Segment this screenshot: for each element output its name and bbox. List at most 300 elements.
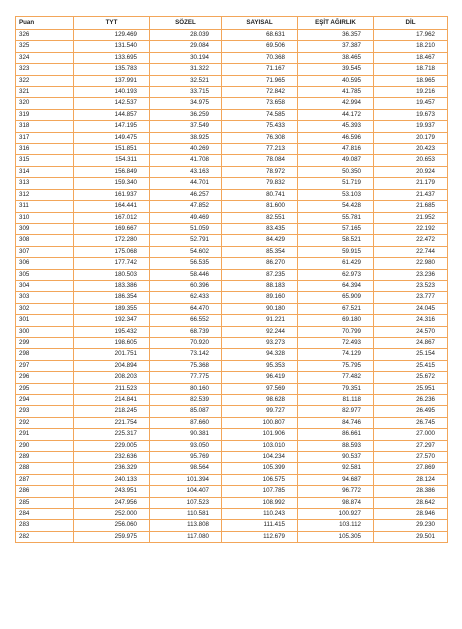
- cell-sayisal: 104.234: [222, 452, 298, 463]
- cell-sozel: 33.715: [150, 87, 222, 98]
- cell-tyt: 164.441: [74, 201, 150, 212]
- table-row: [16, 258, 448, 269]
- cell-puan: 321: [16, 87, 74, 98]
- cell-puan: 282: [16, 531, 74, 542]
- cell-tyt: 161.937: [74, 189, 150, 200]
- table-row: [16, 223, 448, 234]
- cell-esit-agirlik: 37.387: [298, 41, 374, 52]
- cell-sozel: 44.701: [150, 178, 222, 189]
- cell-dil: 18.210: [374, 41, 448, 52]
- cell-esit-agirlik: 90.537: [298, 452, 374, 463]
- cell-sayisal: 73.658: [222, 98, 298, 109]
- score-rank-table-container: [15, 16, 447, 543]
- table-row: [16, 520, 448, 531]
- cell-sozel: 93.050: [150, 440, 222, 451]
- cell-tyt: 156.849: [74, 166, 150, 177]
- cell-sayisal: 106.575: [222, 474, 298, 485]
- cell-tyt: 159.340: [74, 178, 150, 189]
- cell-sozel: 28.039: [150, 30, 222, 41]
- cell-sayisal: 78.084: [222, 155, 298, 166]
- cell-puan: 287: [16, 474, 74, 485]
- cell-sayisal: 72.842: [222, 87, 298, 98]
- cell-puan: 322: [16, 75, 74, 86]
- cell-sozel: 87.660: [150, 417, 222, 428]
- cell-esit-agirlik: 92.581: [298, 463, 374, 474]
- table-row: [16, 189, 448, 200]
- cell-puan: 325: [16, 41, 74, 52]
- cell-sozel: 31.322: [150, 64, 222, 75]
- cell-tyt: 195.432: [74, 326, 150, 337]
- cell-sayisal: 99.727: [222, 406, 298, 417]
- cell-puan: 288: [16, 463, 74, 474]
- cell-puan: 308: [16, 235, 74, 246]
- table-row: [16, 360, 448, 371]
- cell-sayisal: 100.807: [222, 417, 298, 428]
- cell-sayisal: 92.244: [222, 326, 298, 337]
- cell-dil: 28.642: [374, 497, 448, 508]
- cell-sozel: 54.602: [150, 246, 222, 257]
- cell-tyt: 154.311: [74, 155, 150, 166]
- cell-tyt: 172.280: [74, 235, 150, 246]
- cell-sayisal: 80.741: [222, 189, 298, 200]
- cell-puan: 293: [16, 406, 74, 417]
- table-row: [16, 440, 448, 451]
- cell-tyt: 129.469: [74, 30, 150, 41]
- cell-puan: 283: [16, 520, 74, 531]
- cell-dil: 18.965: [374, 75, 448, 86]
- cell-esit-agirlik: 74.129: [298, 349, 374, 360]
- cell-esit-agirlik: 103.112: [298, 520, 374, 531]
- cell-sayisal: 82.551: [222, 212, 298, 223]
- cell-sozel: 101.394: [150, 474, 222, 485]
- cell-tyt: 198.605: [74, 337, 150, 348]
- cell-sayisal: 95.353: [222, 360, 298, 371]
- cell-tyt: 169.667: [74, 223, 150, 234]
- table-row: [16, 509, 448, 520]
- cell-puan: 292: [16, 417, 74, 428]
- cell-sozel: 107.523: [150, 497, 222, 508]
- cell-sayisal: 98.628: [222, 395, 298, 406]
- cell-tyt: 183.386: [74, 280, 150, 291]
- cell-tyt: 147.195: [74, 121, 150, 132]
- cell-esit-agirlik: 64.394: [298, 280, 374, 291]
- table-row: [16, 474, 448, 485]
- cell-sayisal: 71.167: [222, 64, 298, 75]
- table-row: [16, 486, 448, 497]
- cell-sozel: 113.808: [150, 520, 222, 531]
- cell-dil: 21.179: [374, 178, 448, 189]
- cell-tyt: 243.951: [74, 486, 150, 497]
- cell-sayisal: 85.354: [222, 246, 298, 257]
- cell-tyt: 221.754: [74, 417, 150, 428]
- cell-dil: 17.962: [374, 30, 448, 41]
- table-row: [16, 166, 448, 177]
- cell-esit-agirlik: 40.595: [298, 75, 374, 86]
- cell-dil: 25.672: [374, 372, 448, 383]
- cell-sayisal: 68.631: [222, 30, 298, 41]
- cell-esit-agirlik: 65.909: [298, 292, 374, 303]
- cell-sayisal: 69.506: [222, 41, 298, 52]
- cell-puan: 286: [16, 486, 74, 497]
- cell-puan: 290: [16, 440, 74, 451]
- cell-dil: 28.124: [374, 474, 448, 485]
- cell-esit-agirlik: 84.746: [298, 417, 374, 428]
- cell-puan: 315: [16, 155, 74, 166]
- table-row: [16, 395, 448, 406]
- cell-puan: 320: [16, 98, 74, 109]
- cell-esit-agirlik: 72.493: [298, 337, 374, 348]
- cell-dil: 24.045: [374, 303, 448, 314]
- cell-sozel: 90.381: [150, 429, 222, 440]
- header-row: [16, 17, 448, 30]
- cell-puan: 310: [16, 212, 74, 223]
- cell-dil: 20.653: [374, 155, 448, 166]
- cell-tyt: 208.203: [74, 372, 150, 383]
- cell-esit-agirlik: 38.465: [298, 52, 374, 63]
- cell-esit-agirlik: 54.428: [298, 201, 374, 212]
- cell-tyt: 133.695: [74, 52, 150, 63]
- header-tyt: TYT: [74, 17, 150, 30]
- cell-sozel: 80.160: [150, 383, 222, 394]
- cell-sozel: 52.791: [150, 235, 222, 246]
- cell-puan: 307: [16, 246, 74, 257]
- cell-tyt: 149.475: [74, 132, 150, 143]
- cell-puan: 302: [16, 303, 74, 314]
- cell-esit-agirlik: 62.973: [298, 269, 374, 280]
- table-row: [16, 144, 448, 155]
- cell-sayisal: 88.183: [222, 280, 298, 291]
- cell-esit-agirlik: 45.393: [298, 121, 374, 132]
- cell-tyt: 144.857: [74, 109, 150, 120]
- cell-dil: 22.744: [374, 246, 448, 257]
- cell-sozel: 58.446: [150, 269, 222, 280]
- cell-sozel: 38.925: [150, 132, 222, 143]
- cell-tyt: 175.068: [74, 246, 150, 257]
- cell-puan: 297: [16, 360, 74, 371]
- cell-sayisal: 71.965: [222, 75, 298, 86]
- table-row: [16, 87, 448, 98]
- table-row: [16, 303, 448, 314]
- cell-sayisal: 87.235: [222, 269, 298, 280]
- cell-dil: 26.236: [374, 395, 448, 406]
- cell-tyt: 259.975: [74, 531, 150, 542]
- cell-tyt: 236.329: [74, 463, 150, 474]
- table-row: [16, 98, 448, 109]
- header-esit-agirlik: EŞİT AĞIRLIK: [298, 17, 374, 30]
- table-row: [16, 246, 448, 257]
- cell-puan: 318: [16, 121, 74, 132]
- table-row: [16, 155, 448, 166]
- table-row: [16, 417, 448, 428]
- cell-dil: 25.154: [374, 349, 448, 360]
- cell-sozel: 29.084: [150, 41, 222, 52]
- cell-tyt: 142.537: [74, 98, 150, 109]
- cell-tyt: 151.851: [74, 144, 150, 155]
- cell-sayisal: 86.270: [222, 258, 298, 269]
- cell-esit-agirlik: 39.545: [298, 64, 374, 75]
- cell-sozel: 68.739: [150, 326, 222, 337]
- cell-sozel: 70.920: [150, 337, 222, 348]
- table-row: [16, 121, 448, 132]
- table-row: [16, 75, 448, 86]
- cell-puan: 326: [16, 30, 74, 41]
- cell-dil: 28.946: [374, 509, 448, 520]
- cell-esit-agirlik: 44.172: [298, 109, 374, 120]
- cell-puan: 324: [16, 52, 74, 63]
- cell-puan: 284: [16, 509, 74, 520]
- cell-sozel: 56.535: [150, 258, 222, 269]
- cell-dil: 18.467: [374, 52, 448, 63]
- cell-dil: 19.673: [374, 109, 448, 120]
- cell-tyt: 211.523: [74, 383, 150, 394]
- cell-esit-agirlik: 49.087: [298, 155, 374, 166]
- header-sozel: SÖZEL: [150, 17, 222, 30]
- cell-dil: 20.924: [374, 166, 448, 177]
- table-row: [16, 429, 448, 440]
- cell-tyt: 201.751: [74, 349, 150, 360]
- table-row: [16, 201, 448, 212]
- cell-esit-agirlik: 100.927: [298, 509, 374, 520]
- cell-esit-agirlik: 79.351: [298, 383, 374, 394]
- cell-tyt: 140.193: [74, 87, 150, 98]
- cell-sayisal: 111.415: [222, 520, 298, 531]
- table-row: [16, 212, 448, 223]
- cell-puan: 295: [16, 383, 74, 394]
- table-body: [16, 30, 448, 543]
- cell-esit-agirlik: 36.357: [298, 30, 374, 41]
- cell-sayisal: 107.785: [222, 486, 298, 497]
- cell-tyt: 225.317: [74, 429, 150, 440]
- cell-dil: 19.937: [374, 121, 448, 132]
- cell-sayisal: 74.585: [222, 109, 298, 120]
- table-row: [16, 41, 448, 52]
- table-row: [16, 269, 448, 280]
- cell-esit-agirlik: 96.772: [298, 486, 374, 497]
- cell-sayisal: 91.221: [222, 315, 298, 326]
- cell-dil: 19.457: [374, 98, 448, 109]
- table-header: [16, 17, 448, 30]
- cell-dil: 20.179: [374, 132, 448, 143]
- table-row: [16, 463, 448, 474]
- table-row: [16, 383, 448, 394]
- cell-sozel: 117.080: [150, 531, 222, 542]
- cell-sayisal: 112.679: [222, 531, 298, 542]
- cell-sayisal: 75.433: [222, 121, 298, 132]
- cell-dil: 25.415: [374, 360, 448, 371]
- cell-sozel: 85.087: [150, 406, 222, 417]
- table-row: [16, 531, 448, 542]
- table-row: [16, 52, 448, 63]
- cell-puan: 305: [16, 269, 74, 280]
- cell-esit-agirlik: 98.874: [298, 497, 374, 508]
- cell-esit-agirlik: 41.785: [298, 87, 374, 98]
- cell-esit-agirlik: 75.795: [298, 360, 374, 371]
- table-row: [16, 280, 448, 291]
- cell-sayisal: 96.419: [222, 372, 298, 383]
- cell-dil: 28.386: [374, 486, 448, 497]
- cell-esit-agirlik: 77.482: [298, 372, 374, 383]
- table-row: [16, 235, 448, 246]
- cell-sayisal: 83.435: [222, 223, 298, 234]
- cell-sozel: 37.549: [150, 121, 222, 132]
- cell-esit-agirlik: 42.994: [298, 98, 374, 109]
- cell-sayisal: 97.569: [222, 383, 298, 394]
- cell-dil: 25.951: [374, 383, 448, 394]
- cell-esit-agirlik: 59.915: [298, 246, 374, 257]
- cell-puan: 317: [16, 132, 74, 143]
- cell-sozel: 66.552: [150, 315, 222, 326]
- cell-esit-agirlik: 105.305: [298, 531, 374, 542]
- cell-esit-agirlik: 69.180: [298, 315, 374, 326]
- cell-sozel: 51.059: [150, 223, 222, 234]
- cell-puan: 300: [16, 326, 74, 337]
- cell-dil: 22.472: [374, 235, 448, 246]
- cell-tyt: 137.991: [74, 75, 150, 86]
- cell-esit-agirlik: 61.429: [298, 258, 374, 269]
- cell-puan: 312: [16, 189, 74, 200]
- cell-sayisal: 90.180: [222, 303, 298, 314]
- cell-dil: 21.952: [374, 212, 448, 223]
- cell-esit-agirlik: 51.719: [298, 178, 374, 189]
- table-row: [16, 292, 448, 303]
- cell-puan: 316: [16, 144, 74, 155]
- cell-sozel: 30.194: [150, 52, 222, 63]
- table-row: [16, 178, 448, 189]
- cell-esit-agirlik: 94.687: [298, 474, 374, 485]
- table-row: [16, 372, 448, 383]
- cell-sayisal: 77.213: [222, 144, 298, 155]
- cell-puan: 289: [16, 452, 74, 463]
- cell-sayisal: 110.243: [222, 509, 298, 520]
- cell-tyt: 186.354: [74, 292, 150, 303]
- header-dil: DİL: [374, 17, 448, 30]
- cell-esit-agirlik: 57.165: [298, 223, 374, 234]
- cell-dil: 26.745: [374, 417, 448, 428]
- cell-esit-agirlik: 88.593: [298, 440, 374, 451]
- cell-tyt: 240.133: [74, 474, 150, 485]
- cell-tyt: 204.894: [74, 360, 150, 371]
- cell-esit-agirlik: 47.816: [298, 144, 374, 155]
- cell-tyt: 192.347: [74, 315, 150, 326]
- cell-sayisal: 103.010: [222, 440, 298, 451]
- cell-dil: 19.216: [374, 87, 448, 98]
- cell-esit-agirlik: 81.118: [298, 395, 374, 406]
- cell-sayisal: 94.328: [222, 349, 298, 360]
- cell-tyt: 177.742: [74, 258, 150, 269]
- cell-sozel: 110.581: [150, 509, 222, 520]
- cell-dil: 27.297: [374, 440, 448, 451]
- cell-sozel: 73.142: [150, 349, 222, 360]
- cell-sozel: 32.521: [150, 75, 222, 86]
- cell-sayisal: 89.160: [222, 292, 298, 303]
- cell-tyt: 247.956: [74, 497, 150, 508]
- cell-puan: 314: [16, 166, 74, 177]
- cell-puan: 323: [16, 64, 74, 75]
- cell-puan: 296: [16, 372, 74, 383]
- table-row: [16, 452, 448, 463]
- cell-sozel: 60.396: [150, 280, 222, 291]
- cell-esit-agirlik: 53.103: [298, 189, 374, 200]
- cell-puan: 291: [16, 429, 74, 440]
- cell-sayisal: 108.992: [222, 497, 298, 508]
- table-row: [16, 64, 448, 75]
- cell-puan: 304: [16, 280, 74, 291]
- table-row: [16, 326, 448, 337]
- cell-sozel: 41.708: [150, 155, 222, 166]
- cell-sozel: 49.469: [150, 212, 222, 223]
- cell-puan: 298: [16, 349, 74, 360]
- cell-sozel: 95.769: [150, 452, 222, 463]
- table-row: [16, 132, 448, 143]
- cell-puan: 299: [16, 337, 74, 348]
- cell-sayisal: 79.832: [222, 178, 298, 189]
- cell-tyt: 135.783: [74, 64, 150, 75]
- table-row: [16, 315, 448, 326]
- cell-dil: 23.777: [374, 292, 448, 303]
- cell-esit-agirlik: 82.977: [298, 406, 374, 417]
- cell-dil: 23.523: [374, 280, 448, 291]
- cell-sozel: 75.368: [150, 360, 222, 371]
- cell-sozel: 62.433: [150, 292, 222, 303]
- cell-sozel: 36.259: [150, 109, 222, 120]
- header-puan: Puan: [16, 17, 74, 30]
- table-row: [16, 30, 448, 41]
- cell-dil: 24.316: [374, 315, 448, 326]
- cell-sayisal: 93.273: [222, 337, 298, 348]
- cell-sayisal: 70.368: [222, 52, 298, 63]
- cell-dil: 29.501: [374, 531, 448, 542]
- cell-puan: 306: [16, 258, 74, 269]
- cell-esit-agirlik: 58.521: [298, 235, 374, 246]
- cell-sayisal: 84.429: [222, 235, 298, 246]
- cell-puan: 303: [16, 292, 74, 303]
- cell-dil: 27.000: [374, 429, 448, 440]
- cell-esit-agirlik: 86.661: [298, 429, 374, 440]
- cell-sozel: 104.407: [150, 486, 222, 497]
- cell-dil: 27.869: [374, 463, 448, 474]
- cell-sozel: 77.775: [150, 372, 222, 383]
- cell-sozel: 46.257: [150, 189, 222, 200]
- cell-sozel: 34.975: [150, 98, 222, 109]
- cell-dil: 20.423: [374, 144, 448, 155]
- cell-dil: 27.570: [374, 452, 448, 463]
- cell-dil: 24.570: [374, 326, 448, 337]
- cell-puan: 311: [16, 201, 74, 212]
- cell-tyt: 214.841: [74, 395, 150, 406]
- cell-dil: 26.495: [374, 406, 448, 417]
- cell-esit-agirlik: 46.596: [298, 132, 374, 143]
- header-sayisal: SAYISAL: [222, 17, 298, 30]
- cell-tyt: 167.012: [74, 212, 150, 223]
- table-row: [16, 497, 448, 508]
- cell-sozel: 64.470: [150, 303, 222, 314]
- cell-sozel: 82.539: [150, 395, 222, 406]
- cell-puan: 309: [16, 223, 74, 234]
- cell-dil: 22.980: [374, 258, 448, 269]
- table-row: [16, 109, 448, 120]
- cell-sayisal: 78.972: [222, 166, 298, 177]
- cell-dil: 21.437: [374, 189, 448, 200]
- cell-sayisal: 101.906: [222, 429, 298, 440]
- cell-esit-agirlik: 67.521: [298, 303, 374, 314]
- cell-sozel: 47.852: [150, 201, 222, 212]
- cell-sayisal: 81.600: [222, 201, 298, 212]
- cell-dil: 23.236: [374, 269, 448, 280]
- cell-tyt: 229.005: [74, 440, 150, 451]
- cell-dil: 18.718: [374, 64, 448, 75]
- cell-dil: 22.192: [374, 223, 448, 234]
- cell-tyt: 256.060: [74, 520, 150, 531]
